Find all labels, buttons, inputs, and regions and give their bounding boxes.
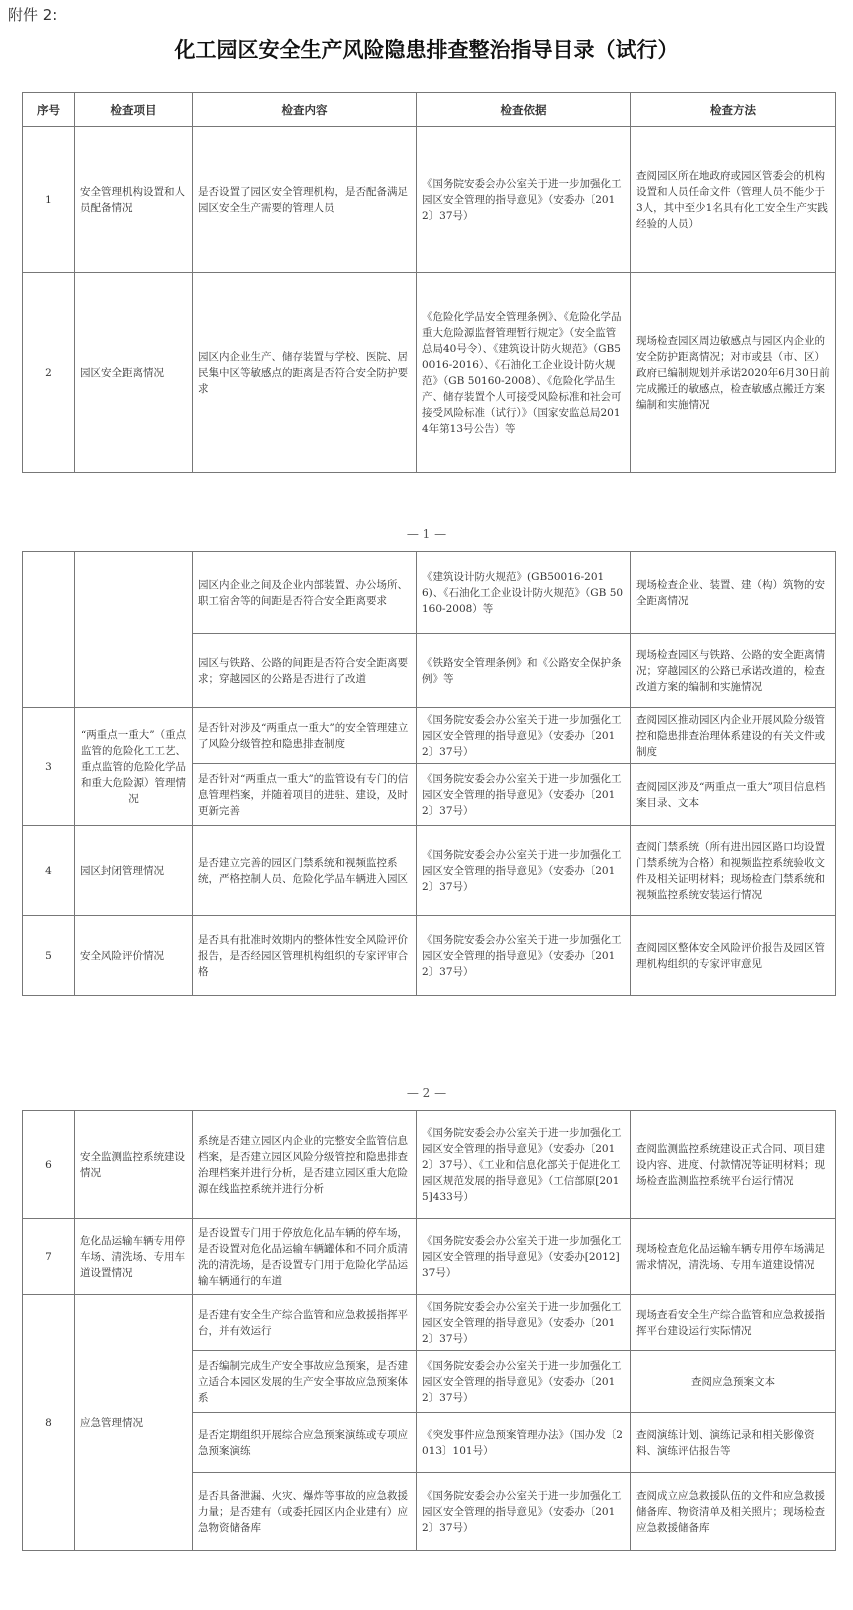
row-content: 是否建有安全生产综合监管和应急救援指挥平台，并有效运行	[193, 1295, 417, 1351]
row-basis: 《国务院安委会办公室关于进一步加强化工园区安全管理的指导意见》（安委办〔2012〕37号）、《工业和信息化部关于促进化工园区规范发展的指导意见》（工信部原[2015]433号）	[417, 1111, 631, 1219]
row-content: 是否定期组织开展综合应急预案演练或专项应急预案演练	[193, 1413, 417, 1473]
row-content: 是否设置了园区安全管理机构，是否配备满足园区安全生产需要的管理人员	[193, 127, 417, 273]
row-content: 是否针对涉及“两重点一重大”的安全管理建立了风险分级管控和隐患排查制度	[193, 708, 417, 764]
row-method: 现场检查企业、装置、建（构）筑物的安全距离情况	[631, 552, 836, 634]
row-basis: 《铁路安全管理条例》和《公路安全保护条例》等	[417, 634, 631, 708]
row-content: 园区与铁路、公路的间距是否符合安全距离要求；穿越园区的公路是否进行了改道	[193, 634, 417, 708]
row-method: 查阅园区整体安全风险评价报告及园区管理机构组织的专家评审意见	[631, 916, 836, 996]
row-no: 4	[23, 826, 75, 916]
row-no: 8	[23, 1295, 75, 1551]
row-content: 是否针对“两重点一重大”的监管设有专门的信息管理档案，并随着项目的进驻、建设，及时更新完善	[193, 764, 417, 826]
row-method: 查阅成立应急救援队伍的文件和应急救援储备库、物资清单及相关照片；现场检查应急救援储备库	[631, 1473, 836, 1551]
row-basis: 《国务院安委会办公室关于进一步加强化工园区安全管理的指导意见》（安委办〔2012〕37号）	[417, 1351, 631, 1413]
row-content: 是否建立完善的园区门禁系统和视频监控系统，严格控制人员、危险化学品车辆进入园区	[193, 826, 417, 916]
table-row	[23, 1111, 836, 1219]
attachment-label: 附件 2:	[8, 6, 58, 24]
page-number: — 1 —	[406, 527, 447, 541]
row-item: 安全监测监控系统建设情况	[75, 1111, 193, 1219]
header-method: 检查方法	[631, 93, 836, 127]
row-item: 应急管理情况	[75, 1295, 193, 1551]
row-content: 是否具备泄漏、火灾、爆炸等事故的应急救援力量；是否建有（或委托园区内企业建有）应急物资储备库	[193, 1473, 417, 1551]
row-item: 安全风险评价情况	[75, 916, 193, 996]
table-row	[23, 127, 836, 273]
row-no: 1	[23, 127, 75, 273]
row-basis: 《突发事件应急预案管理办法》（国办发〔2013〕101号）	[417, 1413, 631, 1473]
checklist-table-page-1	[22, 92, 836, 473]
row-item: 园区安全距离情况	[75, 273, 193, 473]
row-method: 查阅园区所在地政府或园区管委会的机构设置和人员任命文件（管理人员不能少于3人，其中至少1名具有化工安全生产实践经验的人员）	[631, 127, 836, 273]
row-no: 3	[23, 708, 75, 826]
row-basis: 《国务院安委会办公室关于进一步加强化工园区安全管理的指导意见》（安委办〔2012〕37号）	[417, 708, 631, 764]
row-no: 5	[23, 916, 75, 996]
header-content: 检查内容	[193, 93, 417, 127]
row-item: 园区封闭管理情况	[75, 826, 193, 916]
row-method: 现场检查园区与铁路、公路的安全距离情况；穿越园区的公路已承诺改道的，检查改道方案的编制和实施情况	[631, 634, 836, 708]
row-basis: 《国务院安委会办公室关于进一步加强化工园区安全管理的指导意见》（安委办〔2012〕37号）	[417, 1295, 631, 1351]
header-basis: 检查依据	[417, 93, 631, 127]
checklist-table-page-3	[22, 1110, 836, 1551]
table-row	[23, 1295, 836, 1351]
row-basis: 《危险化学品安全管理条例》、《危险化学品重大危险源监督管理暂行规定》（安全监管总局40号令）、《建筑设计防火规范》（GB50016-2016）、《石油化工企业设计防火规范》（GB 50160-2008）、《危险化学品生产、储存装置个人可接受风险标准和社会可接受风险标准（试行）》（国家安监总局2014年第13号公告）等	[417, 273, 631, 473]
table-row	[23, 552, 836, 634]
row-basis: 《建筑设计防火规范》(GB50016-2016)、《石油化工企业设计防火规范》（GB 50160-2008）等	[417, 552, 631, 634]
row-basis: 《国务院安委会办公室关于进一步加强化工园区安全管理的指导意见》（安委办〔2012〕37号）	[417, 916, 631, 996]
row-no-continued	[23, 552, 75, 708]
row-content: 是否编制完成生产安全事故应急预案，是否建立适合本园区发展的生产安全事故应急预案体系	[193, 1351, 417, 1413]
row-item: 危化品运输车辆专用停车场、清洗场、专用车道设置情况	[75, 1219, 193, 1295]
table-row	[23, 916, 836, 996]
row-basis: 《国务院安委会办公室关于进一步加强化工园区安全管理的指导意见》（安委办〔2012〕37号）	[417, 826, 631, 916]
row-content: 园区内企业之间及企业内部装置、办公场所、职工宿舍等的间距是否符合安全距离要求	[193, 552, 417, 634]
table-row	[23, 826, 836, 916]
row-basis: 《国务院安委会办公室关于进一步加强化工园区安全管理的指导意见》（安委办〔2012〕37号）	[417, 127, 631, 273]
row-basis: 《国务院安委会办公室关于进一步加强化工园区安全管理的指导意见》（安委办〔2012〕37号）	[417, 1473, 631, 1551]
row-method: 现场查看安全生产综合监管和应急救援指挥平台建设运行实际情况	[631, 1295, 836, 1351]
header-item: 检查项目	[75, 93, 193, 127]
table-row	[23, 1219, 836, 1295]
document-title: 化工园区安全生产风险隐患排查整治指导目录（试行）	[174, 38, 679, 62]
row-no: 2	[23, 273, 75, 473]
row-no: 6	[23, 1111, 75, 1219]
header-no: 序号	[23, 93, 75, 127]
table-row	[23, 273, 836, 473]
row-method: 查阅门禁系统（所有进出园区路口均设置门禁系统为合格）和视频监控系统验收文件及相关证明材料；现场检查门禁系统和视频监控系统安装运行情况	[631, 826, 836, 916]
checklist-table-page-2	[22, 551, 836, 996]
row-basis: 《国务院安委会办公室关于进一步加强化工园区安全管理的指导意见》（安委办[2012]37号）	[417, 1219, 631, 1295]
row-item: 安全管理机构设置和人员配备情况	[75, 127, 193, 273]
row-content: 系统是否建立园区内企业的完整安全监管信息档案，是否建立园区风险分级管控和隐患排查治理档案并进行分析，是否建立园区重大危险源在线监控系统并进行分析	[193, 1111, 417, 1219]
table-row	[23, 708, 836, 764]
row-method: 查阅园区推动园区内企业开展风险分级管控和隐患排查治理体系建设的有关文件或制度	[631, 708, 836, 764]
page-number: — 2 —	[406, 1086, 447, 1100]
row-method: 查阅监测监控系统建设正式合同、项目建设内容、进度、付款情况等证明材料；现场检查监测监控系统平台运行情况	[631, 1111, 836, 1219]
row-item: “两重点一重大”（重点监管的危险化工工艺、重点监管的危险化学品和重大危险源）管理情况	[75, 708, 193, 826]
row-method: 现场检查危化品运输车辆专用停车场满足需求情况，清洗场、专用车道建设情况	[631, 1219, 836, 1295]
row-item-continued	[75, 552, 193, 708]
row-no: 7	[23, 1219, 75, 1295]
row-method: 查阅演练计划、演练记录和相关影像资料、演练评估报告等	[631, 1413, 836, 1473]
row-basis: 《国务院安委会办公室关于进一步加强化工园区安全管理的指导意见》（安委办〔2012〕37号）	[417, 764, 631, 826]
table-header-row	[23, 93, 836, 127]
row-content: 园区内企业生产、储存装置与学校、医院、居民集中区等敏感点的距离是否符合安全防护要求	[193, 273, 417, 473]
row-content: 是否具有批准时效期内的整体性安全风险评价报告，是否经园区管理机构组织的专家评审合格	[193, 916, 417, 996]
row-content: 是否设置专门用于停放危化品车辆的停车场，是否设置对危化品运输车辆罐体和不同介质清洗的清洗场，是否设置专门用于危险化学品运输车辆通行的车道	[193, 1219, 417, 1295]
row-method: 现场检查园区周边敏感点与园区内企业的安全防护距离情况；对市或县（市、区）政府已编制规划并承诺2020年6月30日前完成搬迁的敏感点，检查敏感点搬迁方案编制和实施情况	[631, 273, 836, 473]
row-method: 查阅应急预案文本	[631, 1351, 836, 1413]
row-method: 查阅园区涉及“两重点一重大”项目信息档案目录、文本	[631, 764, 836, 826]
